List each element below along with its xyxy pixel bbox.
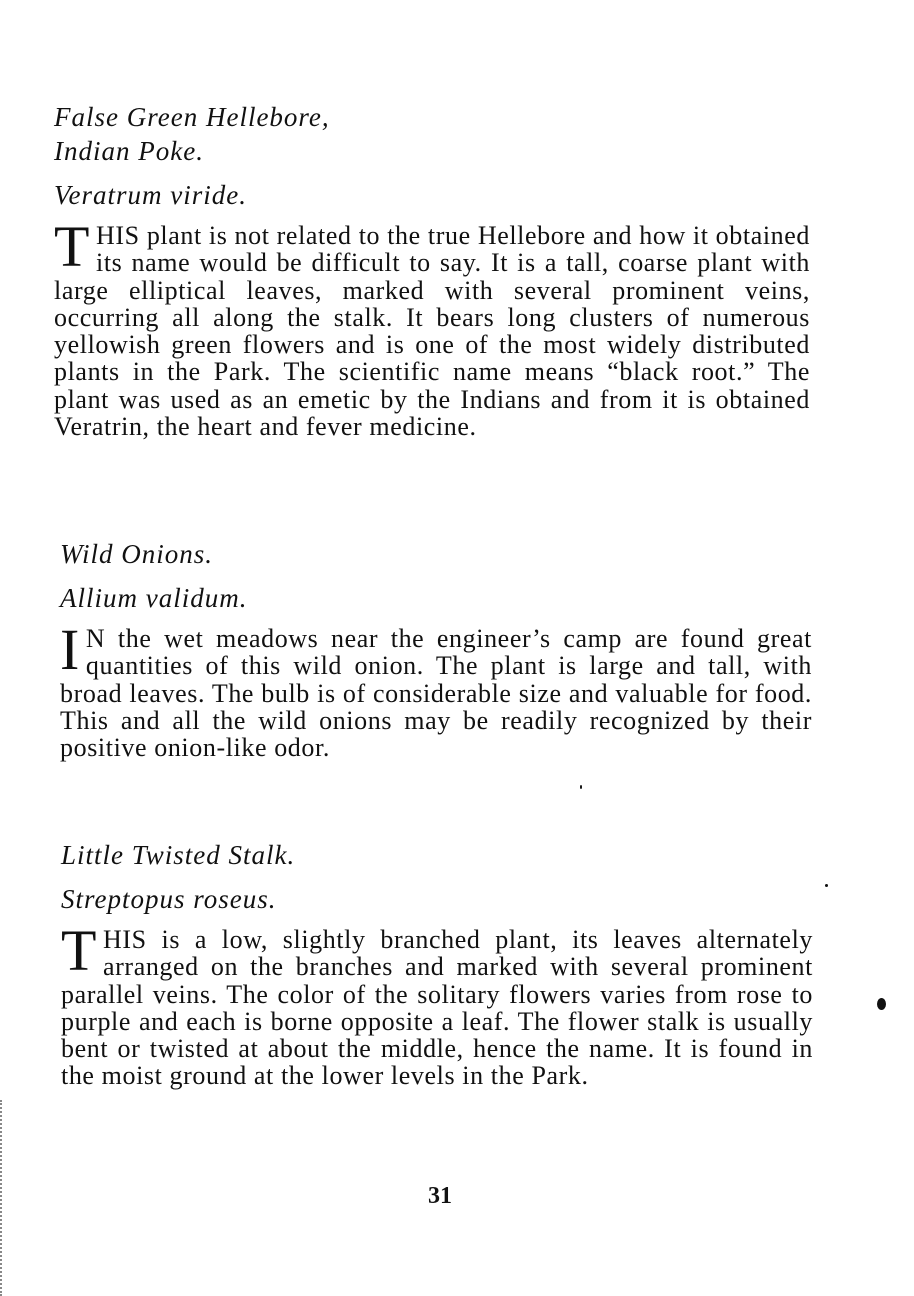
entry-description bbox=[54, 214, 811, 442]
entry-description bbox=[60, 617, 812, 763]
plant-entry-little-twisted-stalk bbox=[61, 838, 813, 1090]
scan-speck bbox=[580, 785, 582, 789]
scan-speck bbox=[825, 884, 828, 887]
entry-description bbox=[61, 918, 813, 1091]
common-name: False Green Hellebore, bbox=[54, 102, 330, 132]
page-number: 31 bbox=[428, 1183, 452, 1209]
drop-cap: I bbox=[60, 617, 80, 682]
entry-body-text: N the wet meadows near the engineer’s camp are found great quantities of this wild onion. The plant is large and tall, with broad leaves. The bulb is of considerable size and valuable for food. This and all the wild onions may be readily recognized by their positive onion-like odor. bbox=[60, 624, 812, 763]
scan-speck bbox=[877, 998, 886, 1010]
latin-name: Allium validum. bbox=[60, 583, 248, 613]
drop-cap: T bbox=[61, 918, 98, 983]
scan-edge bbox=[0, 1100, 4, 1296]
latin-name: Veratrum viride. bbox=[54, 180, 247, 210]
plant-entry-false-green-hellebore bbox=[54, 100, 810, 440]
entry-body-text: HIS is a low, slightly branched plant, its leaves alternately arranged on the branches and marked with several prominent parallel veins. The color of the solitary flowers varies from rose to purple and each is borne opposite a leaf. The flower stalk is usually bent or twisted at about the middle, hence the name. It is found in the moist ground at the lower levels in the Park. bbox=[61, 925, 813, 1091]
common-name: Little Twisted Stalk. bbox=[61, 840, 296, 870]
common-name: Indian Poke. bbox=[54, 136, 204, 166]
latin-name: Streptopus roseus. bbox=[61, 884, 277, 914]
entry-body-text: HIS plant is not related to the true Hellebore and how it obtained its name would be difficult to say. It is a tall, coarse plant with large elliptical leaves, marked with several prominent veins, occurring all along the stalk. It bears long clusters of numerous yellowish green flowers and is one of the most widely distributed plants in the Park. The scientific name means “black root.” The plant was used as an emetic by the Indians and from it is obtained Veratrin, the heart and fever medicine. bbox=[54, 221, 811, 442]
common-name: Wild Onions. bbox=[60, 539, 214, 569]
drop-cap: T bbox=[54, 214, 91, 279]
plant-entry-wild-onions bbox=[60, 537, 812, 761]
